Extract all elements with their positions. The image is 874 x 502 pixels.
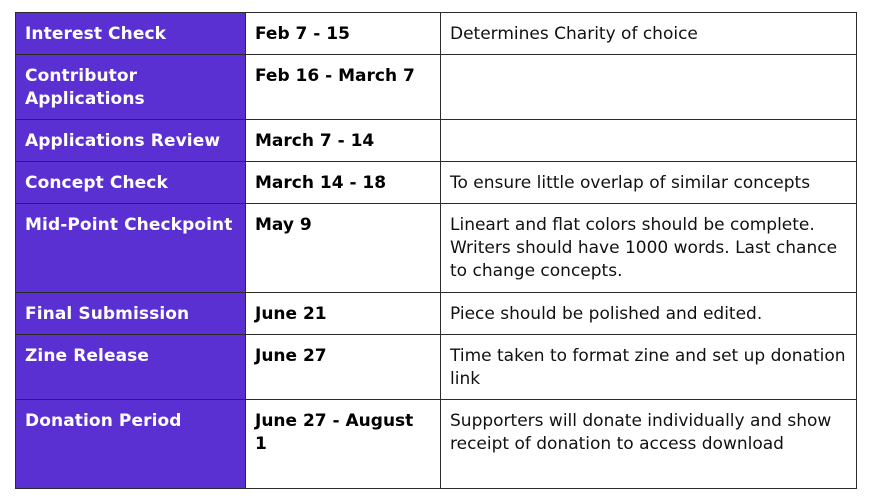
phase-cell: Final Submission (16, 293, 246, 335)
table-row (16, 204, 857, 293)
table-row (16, 13, 857, 55)
table-row (16, 293, 857, 335)
table-row (16, 400, 857, 489)
date-cell: June 27 - August 1 (246, 400, 441, 489)
notes-cell: Determines Charity of choice (441, 13, 857, 55)
date-cell: Feb 7 - 15 (246, 13, 441, 55)
table-row (16, 335, 857, 400)
table-row (16, 162, 857, 204)
date-cell: June 21 (246, 293, 441, 335)
phase-cell: Zine Release (16, 335, 246, 400)
notes-cell: Lineart and flat colors should be complete. Writers should have 1000 words. Last chance to change concepts. (441, 204, 857, 293)
table-row (16, 120, 857, 162)
notes-cell: To ensure little overlap of similar concepts (441, 162, 857, 204)
notes-cell: Time taken to format zine and set up donation link (441, 335, 857, 400)
notes-cell: Supporters will donate individually and show receipt of donation to access download (441, 400, 857, 489)
schedule-body (16, 13, 857, 489)
phase-cell: Donation Period (16, 400, 246, 489)
phase-cell: Mid-Point Checkpoint (16, 204, 246, 293)
phase-cell: Interest Check (16, 13, 246, 55)
phase-cell: Contributor Applications (16, 55, 246, 120)
phase-cell: Concept Check (16, 162, 246, 204)
date-cell: March 7 - 14 (246, 120, 441, 162)
schedule-table (15, 12, 857, 489)
date-cell: May 9 (246, 204, 441, 293)
date-cell: Feb 16 - March 7 (246, 55, 441, 120)
notes-cell: Piece should be polished and edited. (441, 293, 857, 335)
phase-cell: Applications Review (16, 120, 246, 162)
date-cell: March 14 - 18 (246, 162, 441, 204)
date-cell: June 27 (246, 335, 441, 400)
notes-cell (441, 55, 857, 120)
notes-cell (441, 120, 857, 162)
table-row (16, 55, 857, 120)
